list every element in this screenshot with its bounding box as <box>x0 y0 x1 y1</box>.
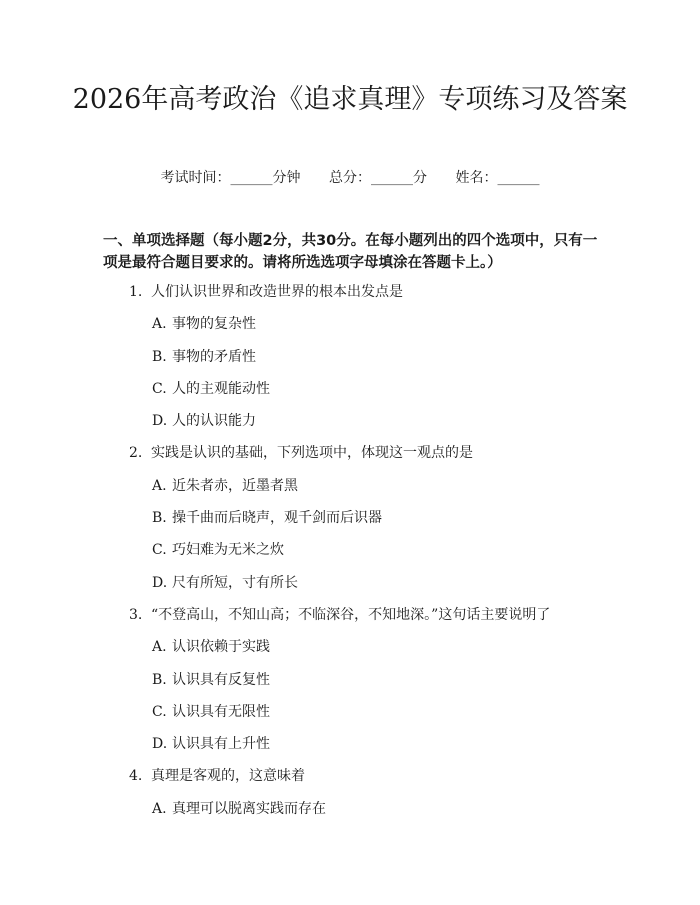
question-number: 1. <box>129 284 143 300</box>
question-text: “不登高山，不知山高；不临深谷，不知地深。”这句话主要说明了 <box>151 606 551 623</box>
option-text: 认识具有反复性 <box>172 671 270 688</box>
question-number: 2. <box>129 445 143 462</box>
option-letter: C. <box>152 703 167 720</box>
option-letter: C. <box>152 380 167 397</box>
question-stem <box>0 767 700 799</box>
document-title: 2026年高考政治《追求真理》专项练习及答案 <box>72 84 628 115</box>
option-letter: A. <box>152 639 167 656</box>
question-number: 4. <box>129 768 143 785</box>
option-letter: D. <box>152 736 168 753</box>
answer-option <box>0 735 700 767</box>
question-stem <box>0 444 700 476</box>
answer-option <box>0 509 700 541</box>
option-text: 认识依赖于实践 <box>172 639 270 656</box>
question-stem <box>0 606 700 638</box>
option-text: 真理可以脱离实践而存在 <box>172 800 326 817</box>
option-text: 事物的矛盾性 <box>172 348 256 365</box>
answer-option <box>0 671 700 703</box>
option-text: 操千曲而后晓声，观千剑而后识器 <box>172 510 382 527</box>
question-text: 人们认识世界和改造世界的根本出发点是 <box>151 284 403 300</box>
option-text: 近朱者赤，近墨者黑 <box>172 477 298 494</box>
option-text: 认识具有无限性 <box>172 703 270 720</box>
option-text: 事物的复杂性 <box>172 316 256 333</box>
answer-option <box>0 541 700 573</box>
answer-option <box>0 315 700 347</box>
question-stem <box>0 283 700 315</box>
option-letter: D. <box>152 574 168 591</box>
option-text: 巧妇难为无米之炊 <box>172 542 284 559</box>
total-score-field: 总分：______分 <box>329 170 427 186</box>
option-letter: D. <box>152 413 168 430</box>
question-text: 真理是客观的，这意味着 <box>151 768 305 785</box>
question-item <box>0 283 700 444</box>
option-letter: B. <box>152 671 167 688</box>
answer-option <box>0 412 700 444</box>
option-letter: A. <box>152 477 167 494</box>
answer-option <box>0 380 700 412</box>
student-name-field: 姓名：______ <box>455 170 540 186</box>
option-letter: C. <box>152 542 167 559</box>
question-number: 3. <box>129 606 143 623</box>
question-item <box>0 444 700 605</box>
option-letter: B. <box>152 510 167 527</box>
question-item <box>0 767 700 832</box>
option-letter: B. <box>152 348 167 365</box>
option-text: 人的主观能动性 <box>172 380 270 397</box>
option-text: 认识具有上升性 <box>172 736 270 753</box>
answer-option <box>0 348 700 380</box>
answer-option <box>0 574 700 606</box>
exam-info-line <box>0 168 700 188</box>
option-text: 尺有所短，寸有所长 <box>172 574 298 591</box>
section-heading: 一、单项选择题（每小题2分，共30分。在每小题列出的四个选项中，只有一项是最符合题目要求的。请将所选选项字母填涂在答题卡上。） <box>103 233 598 271</box>
exam-time-field: 考试时间：______分钟 <box>160 170 301 186</box>
option-letter: A. <box>152 800 167 817</box>
answer-option <box>0 800 700 832</box>
answer-option <box>0 703 700 735</box>
question-list <box>0 283 700 832</box>
option-letter: A. <box>152 316 167 333</box>
question-item <box>0 606 700 767</box>
question-text: 实践是认识的基础，下列选项中，体现这一观点的是 <box>151 445 473 462</box>
answer-option <box>0 477 700 509</box>
option-text: 人的认识能力 <box>172 413 256 430</box>
answer-option <box>0 638 700 670</box>
